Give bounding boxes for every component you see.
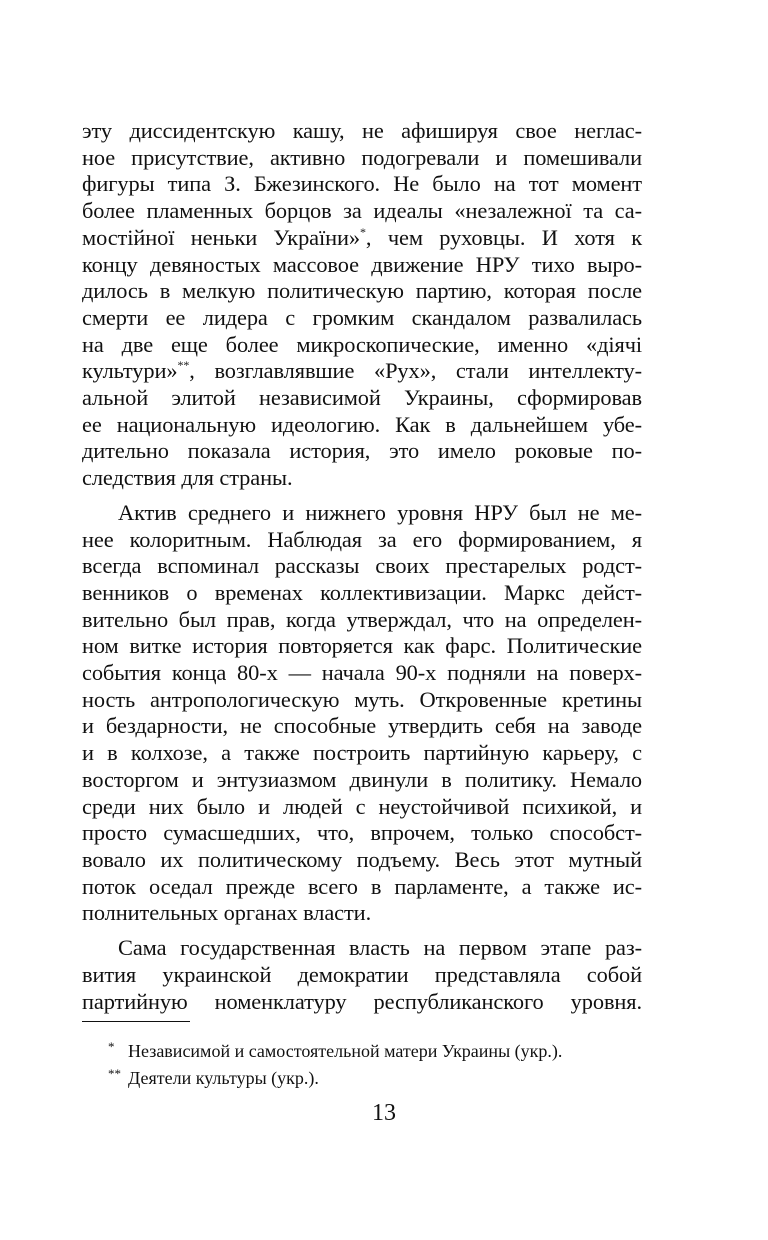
footnote-text: Деятели культуры (укр.).	[128, 1068, 319, 1088]
text-line: и в колхозе, а также построить партийную карьеру, с	[82, 740, 642, 766]
text-line: венников о временах коллективизации. Маркс дейст-	[82, 579, 642, 605]
text-line: дительно показала история, это имело роковые по-	[82, 438, 642, 464]
text-line: дилось в мелкую политическую партию, которая после	[82, 278, 642, 304]
text-line: Актив среднего и нижнего уровня НРУ был не ме-	[118, 499, 642, 525]
text-line: вительно был прав, когда утверждал, что на определен-	[82, 606, 642, 632]
text-line: и бездарности, не способные утвердить себя на заводе	[82, 713, 642, 739]
footnote-reference: **	[177, 358, 190, 373]
page-number: 13	[372, 1100, 396, 1126]
text-line: более пламенных борцов за идеалы «незалежної та са-	[82, 198, 642, 224]
text-line: Сама государственная власть на первом этапе раз-	[118, 935, 642, 961]
text-line: полнительных органах власти.	[82, 900, 372, 926]
text-line: мостійної неньки України»*, чем руховцы. И хотя к	[82, 224, 643, 250]
paragraph	[82, 118, 642, 492]
text-line: следствия для страны.	[82, 465, 293, 491]
text-line: восторгом и энтузиазмом двинули в политику. Немало	[82, 766, 642, 792]
text-line: нее колоритным. Наблюдая за его формированием, я	[82, 526, 642, 552]
text-line: всегда вспоминал рассказы своих престарелых родст-	[82, 553, 642, 579]
footnote: ** Деятели культуры (укр.).	[108, 1066, 319, 1088]
text-line: просто сумасшедших, что, впрочем, только способст-	[82, 820, 642, 846]
text-line: культури»**, возглавлявшие «Рух», стали интеллекту-	[82, 358, 642, 384]
text-line: ном витке история повторяется как фарс. Политические	[82, 633, 642, 659]
text-line: среди них было и людей с неустойчивой психикой, и	[82, 793, 642, 819]
footnote-text: Независимой и самостоятельной матери Украины (укр.).	[128, 1041, 563, 1061]
footnote-reference: *	[360, 224, 366, 239]
text-line: фигуры типа З. Бжезинского. Не было на тот момент	[82, 171, 642, 197]
text-line: партийную номенклатуру республиканского уровня.	[82, 988, 642, 1014]
text-line: поток оседал прежде всего в парламенте, а также ис-	[82, 873, 642, 899]
text-line: на две еще более микроскопические, именно «діячі	[82, 331, 642, 357]
paragraph	[82, 935, 642, 1015]
body-text	[82, 118, 642, 1015]
text-line: эту диссидентскую кашу, не афишируя свое неглас-	[82, 118, 642, 143]
text-line: ее национальную идеологию. Как в дальнейшем убе-	[82, 411, 642, 437]
text-line: ность антропологическую муть. Откровенные кретины	[82, 686, 642, 712]
text-line: вития украинской демократии представляла собой	[82, 961, 642, 987]
paragraph	[82, 500, 642, 927]
text-line: вовало их политическому подъему. Весь этот мутный	[82, 846, 642, 872]
text-line: ное присутствие, активно подогревали и помешивали	[82, 144, 642, 170]
footnote: * Независимой и самостоятельной матери Украины (укр.).	[108, 1039, 563, 1061]
text-line: смерти ее лидера с громким скандалом развалилась	[82, 304, 642, 330]
text-line: события конца 80-х — начала 90-х подняли на поверх-	[82, 660, 642, 686]
text-line: концу девяностых массовое движение НРУ тихо выро-	[82, 251, 642, 277]
footnote-separator	[82, 1021, 190, 1022]
text-line: альной элитой независимой Украины, сформировав	[82, 385, 642, 411]
footnotes	[108, 1038, 648, 1092]
